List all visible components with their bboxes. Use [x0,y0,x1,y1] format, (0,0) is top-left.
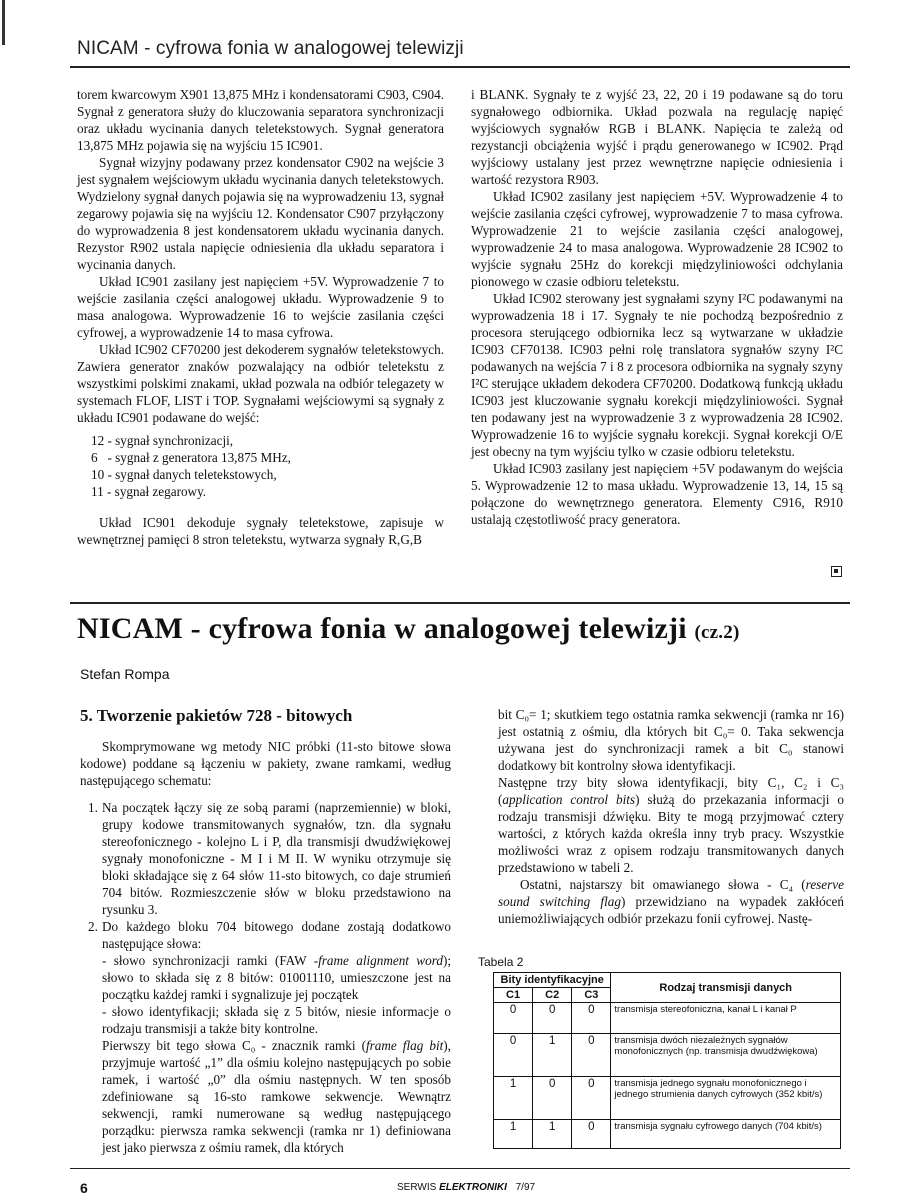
text: ), przyjmuje wartość „1” dla ośmiu kolejno następujących po sobie ramek, i wartość „0” dla ośmiu następnych. W ten sposób zdefiniowane są 16-sto ramkowe sekwencje. Wewnątrz sekwencji, ramki numerowane są według następującego porządku: pierwsza ramka sekwencji (ramka nr 1) definiowana jest jako pierwsza z ośmiu ramek, dla których [102,1038,451,1155]
paragraph: Układ IC903 zasilany jest napięciem +5V podawanym do wejścia 5. Wyprowadzenie 12 to masa układu. Wyprowadzenie 13, 14, 15 są połączone do wewnętrznego generatora. Elementy C916, R910 ustalają częstotliwość pracy generatora. [471,461,843,527]
list-item [88,799,451,918]
issue-number: 7/97 [515,1182,536,1193]
table-row [494,1034,841,1077]
sublist-item [102,952,451,1003]
paragraph: Sygnał wizyjny podawany przez kondensator C902 na wejście 3 jest sygnałem wejściowym układu wycinania danych teletekstowych. Wydzielony sygnał danych pojawia się na wyprowadzeniu 13, sygnał zegarowy pojawia się na wyjściu 12. Kondensator C907 przyłączony do wyprowadzenia 8 jest kondensatorem układu wycinania danych. Rezystor R902 ustala napięcie odniesienia dla układu separatora i wycinania danych. [77,155,444,272]
list-item-text: Na początek łączy się ze sobą parami (naprzemiennie) w bloki, grupy kodowe transmitowanych sygnałów, tzn. dla sygnału stereofonicznego - kolejno L i P, dla transmisji dwudźwiękowej sygnały monofoniczne - M I i M II. W wyniku otrzymuje się bloki składające się z 64 słów 11-sto bitowych, co daje strumień 704 bitów. Rozmieszczenie słów w bloku przedstawiono na rysunku 3. [102,800,451,917]
table-caption: Tabela 2 [478,955,524,969]
list-item: 11 - sygnał zegarowy. [91,484,207,499]
paragraph: Układ IC901 zasilany jest napięciem +5V. Wyprowadzenie 7 to wejście zasilania części analogowej układu. Wyprowadzenie 9 to masa analogowa. Wyprowadzenie 16 to wejście zasilania części cyfrowej, a wyprowadzenie 14 to masa cyfrowa. [77,274,444,340]
end-of-article-icon [831,566,842,577]
paragraph [498,774,844,876]
cell: 0 [572,1034,611,1077]
text: - słowo synchronizacji ramki (FAW - [102,953,319,968]
cell: 0 [572,1120,611,1149]
paragraph: bit C₀= 1; skutkiem tego ostatnia ramka sekwencji (ramka nr 16) jest ostatnią z ośmiu, dla których bit C₀= 0. Taka sekwencja używana jest do synchronizacji ramek a bit C₀ stanowi dodatkowy bit kontrolny słowa identyfikacji. [498,707,844,773]
prev-right-column [471,86,843,528]
header-rule [70,66,850,68]
emphasis: reserve sound switching flag [498,877,844,909]
text: Następne trzy bity słowa identyfikacji, bity C₁, C₂ i C₃ ( [498,775,844,807]
paragraph [498,876,844,927]
ordered-list [80,799,451,952]
table-header-row [494,973,841,988]
section-heading: 5. Tworzenie pakietów 728 - bitowych [80,706,353,725]
running-header: NICAM - cyfrowa fonia w analogowej telewizji [77,38,464,59]
prev-left-column [77,86,444,548]
sublist [80,952,451,1156]
paragraph: Układ IC902 sterowany jest sygnałami szyny I²C podawanymi na wyprowadzenia 18 i 17. Sygnały te nie pochodzą bezpośrednio z procesora sterującego odbiornika lecz są wytwarzane w układzie IC903 CF70138. IC903 pełni rolę translatora sygnałów szyny I²C podawanych na wejścia 7 i 8 z procesora odbiornika na sygnały szyny I²C sterujące układem dekodera CF70200. Dodatkową funkcją układu IC903 jest kluczowanie sygnału korekcji międzyliniowości. Sygnał ten podawany jest na wyprowadzenie 3 z wyprowadzenia 28 IC902. Wyprowadzenie 16 to wyjście sygnału korekcji. Sygnał korekcji O/E jest obecny na tym wyjściu tylko w czasie odbioru teletekstu. [471,291,843,459]
emphasis: application control bits [502,792,636,807]
cell: 1 [494,1120,533,1149]
article-right-column [498,706,844,927]
text: Pierwszy bit tego słowa C₀ - znacznik ramki ( [102,1038,366,1053]
table-row [494,1120,841,1149]
paragraph [102,1037,451,1156]
paragraph: i BLANK. Sygnały te z wyjść 23, 22, 20 i 19 podawane są do toru sygnałowego odbiornika. Układ pozwala na regulację napięć wyjściowych sygnałów RGB i BLANK. Napięcia te zależą od rezystancji obciążenia wyjść i prądu generowanego w IC902. Prąd wyjściowy ustalany jest przez wewnętrzne napięcie odniesienia i wartość rezystora R903. [471,87,843,187]
text: ) służą do przekazania informacji o rodzaju transmisji dźwięku. Bity te mogą przyjmować cztery wartości, z których każda określa inny tryb pracy. Wszystkie możliwości wraz z opisem rodzaju transmitowanych danych przedstawiono w tabeli 2. [498,792,845,875]
list-item [88,918,451,952]
cell: 0 [533,1003,572,1034]
page-edge-mark [2,0,5,45]
identification-bits-table [493,972,841,1149]
cell: transmisja sygnału cyfrowego danych (704 kbit/s) [611,1120,841,1149]
cell: 0 [533,1077,572,1120]
table-row [494,1077,841,1120]
group-header: Bity identyfikacyjne [494,973,611,988]
author: Stefan Rompa [80,666,170,682]
list-item: 6 - sygnał z generatora 13,875 MHz, [91,450,291,465]
cell: 0 [494,1034,533,1077]
cell: 1 [494,1077,533,1120]
table-row [494,1003,841,1034]
emphasis: frame alignment word [318,953,443,968]
cell: transmisja jednego sygnału monofonicznego i jednego strumienia danych cyfrowych (352 kbit/s) [611,1077,841,1120]
cell: 0 [494,1003,533,1034]
article-title-part: (cz.2) [694,622,740,643]
paragraph: Układ IC902 CF70200 jest dekoderem sygnałów teletekstowych. Zawiera generator znaków pozwalający na odbiór teletekstu z wszystkimi polskimi znakami, układ pozwala na odbiór telegazety w systemach FLOF, LIST i TOP. Sygnałami wejściowymi są sygnały z układu IC901 podawane do wejść: [77,342,444,425]
col-header: C2 [533,988,572,1003]
emphasis: frame flag bit [365,1038,444,1053]
cell: transmisja dwóch niezależnych sygnałów monofonicznych (np. transmisja dwudźwiękowa) [611,1034,841,1077]
paragraph: Układ IC902 zasilany jest napięciem +5V. Wyprowadzenie 4 to wejście zasilania części cyfrowej, wyprowadzenie 7 to masa cyfrowa. Wyprowadzenie 21 to wejście zasilania części analogowej, wyprowadzenie 24 to masa analogowa. Wyprowadzenie 28 IC902 to wyjście sygnału 25Hz do korekcji międzyliniowości odchylania pionowego w czasie odbioru teletekstu. [471,189,843,289]
article-title-text: NICAM - cyfrowa fonia w analogowej telewizji [77,612,687,645]
text: ) przewidziano na wypadek zakłóceń uniemożliwiających odbiór przekazu fonii cyfrowej. Nastę- [498,894,844,926]
footer-magazine [397,1182,535,1193]
footer-rule [70,1168,850,1169]
cell: transmisja stereofoniczna, kanał L i kanał P [611,1003,841,1034]
section-rule [70,602,850,604]
list-number: 1. [88,800,98,815]
magazine-name: SERWIS [397,1182,437,1193]
desc-header: Rodzaj transmisji danych [611,973,841,1003]
list-item: 12 - sygnał synchronizacji, [91,433,234,448]
paragraph: torem kwarcowym X901 13,875 MHz i kondensatorami C903, C904. Sygnał z generatora służy do kluczowania separatora synchronizacji oraz układu wycinania danych teletekstowych. Sygnał generatora 13,875 MHz pojawia się na wyjściu 15 IC901. [77,87,444,153]
list-item: 10 - sygnał danych teletekstowych, [91,467,277,482]
article-left-column [80,738,451,1156]
page-number: 6 [80,1180,88,1196]
cell: 1 [533,1034,572,1077]
cell: 0 [572,1077,611,1120]
text: ); słowo to składa się z 8 bitów: 01001110, umieszczone jest na początku każdej ramki i sygnalizuje jej początek [102,953,451,1002]
text: Ostatni, najstarszy bit omawianego słowa - C₄ ( [520,877,806,892]
article-title [77,612,739,646]
list-number: 2. [88,919,98,934]
input-list [77,432,444,500]
paragraph: Układ IC901 dekoduje sygnały teletekstowe, zapisuje w wewnętrznej pamięci 8 stron teletekstu, wytwarza sygnały R,G,B [77,515,444,547]
cell: 0 [572,1003,611,1034]
magazine-name-bold: ELEKTRONIKI [439,1182,507,1193]
col-header: C1 [494,988,533,1003]
col-header: C3 [572,988,611,1003]
cell: 1 [533,1120,572,1149]
list-item-text: Do każdego bloku 704 bitowego dodane zostają dodatkowo następujące słowa: [102,919,451,951]
paragraph: Skomprymowane wg metody NIC próbki (11-sto bitowe słowa kodowe) poddane są łączeniu w pakiety, zwane ramkami, według następującego schematu: [80,739,451,788]
sublist-item: - słowo identyfikacji; składa się z 5 bitów, niesie informacje o rodzaju transmisji a także bity kontrolne. [102,1004,451,1036]
